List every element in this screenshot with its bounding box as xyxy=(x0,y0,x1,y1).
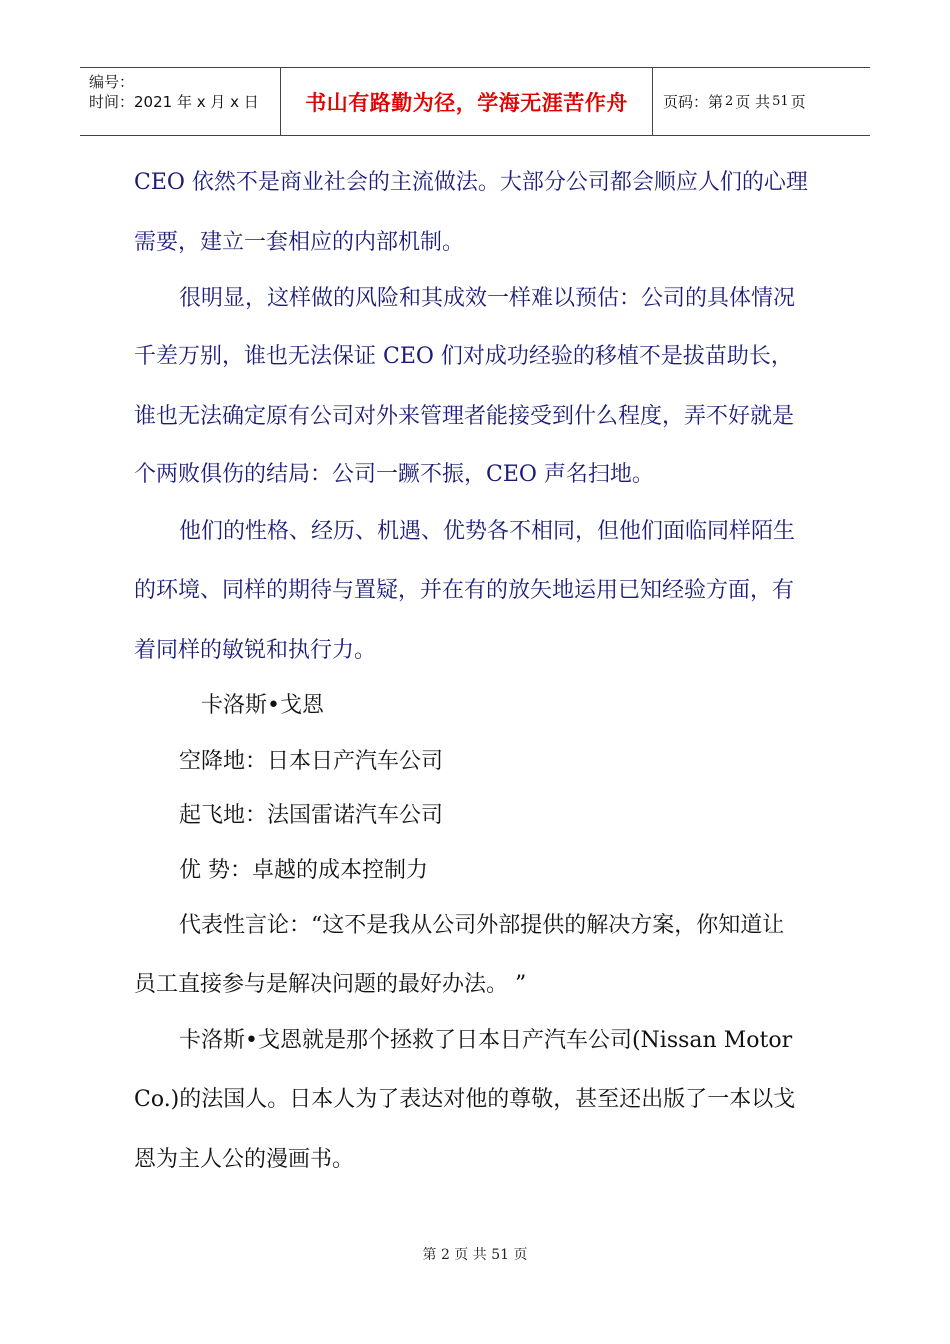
body-line: 优 势：卓越的成本控制力 xyxy=(179,858,428,883)
page-footer: 第 2 页 共 51 页 xyxy=(422,1247,528,1263)
body-line: 着同样的敏锐和执行力。 xyxy=(134,638,377,663)
body-line: 需要，建立一套相应的内部机制。 xyxy=(134,230,465,255)
body-line: 代表性言论：“这不是我从公司外部提供的解决方案，你知道让 xyxy=(179,913,785,938)
page-number: 2 xyxy=(725,94,734,109)
header-page-info xyxy=(653,68,870,135)
body-line: 很明显，这样做的风险和其成效一样难以预估：公司的具体情况 xyxy=(179,286,796,311)
body-line: 空降地：日本日产汽车公司 xyxy=(179,749,444,774)
body-line: 千差万别，谁也无法保证 CEO 们对成功经验的移植不是拔苗助长， xyxy=(134,344,793,369)
body-line: Co.)的法国人。日本人为了表达对他的尊敬，甚至还出版了一本以戈 xyxy=(134,1087,796,1112)
page-suffix: 页 xyxy=(790,93,806,111)
body-line: 他们的性格、经历、机遇、优势各不相同，但他们面临同样陌生 xyxy=(179,519,796,544)
page-mid: 页 共 xyxy=(735,93,771,111)
date-label: 时间：2021 年 x 月 x 日 xyxy=(89,93,259,111)
header-meta-cell xyxy=(80,68,281,135)
body-line: CEO 依然不是商业社会的主流做法。大部分公司都会顺应人们的心理 xyxy=(134,170,808,195)
serial-label: 编号： xyxy=(89,73,135,91)
body-line: 起飞地：法国雷诺汽车公司 xyxy=(179,803,444,828)
body-line: 卡洛斯•戈恩就是那个拯救了日本日产汽车公司(Nissan Motor xyxy=(179,1028,793,1053)
body-line: 谁也无法确定原有公司对外来管理者能接受到什么程度，弄不好就是 xyxy=(134,404,795,429)
body-line: 个两败俱伤的结局：公司一蹶不振，CEO 声名扫地。 xyxy=(134,462,654,487)
header-motto: 书山有路勤为径，学海无涯苦作舟 xyxy=(281,68,653,135)
body-line: 员工直接参与是解决问题的最好办法。 ” xyxy=(134,972,527,997)
body-line: 的环境、同样的期待与置疑，并在有的放矢地运用已知经验方面，有 xyxy=(134,578,795,603)
section-name: 卡洛斯•戈恩 xyxy=(201,693,324,718)
page-total: 51 xyxy=(772,94,789,109)
page-header xyxy=(80,67,870,136)
page-prefix: 页码：第 xyxy=(663,93,724,111)
body-line: 恩为主人公的漫画书。 xyxy=(134,1147,355,1172)
